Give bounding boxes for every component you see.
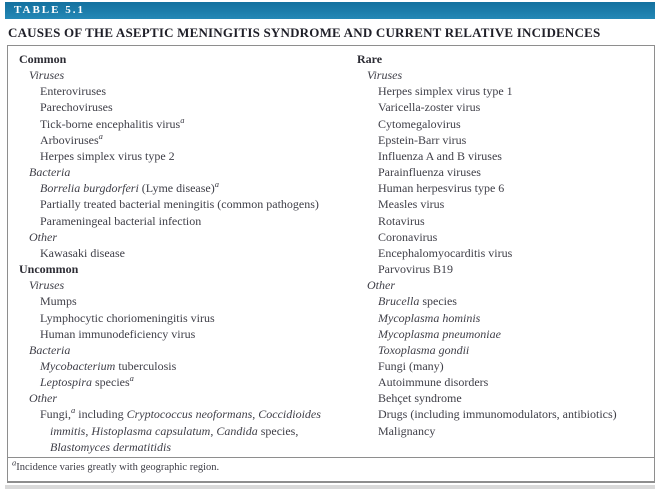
table-row: Bacteria (29, 342, 71, 357)
table-row: Enteroviruses (40, 84, 106, 99)
table-box (7, 45, 655, 483)
page-bottom-shadow (5, 485, 655, 489)
table-row: Mycoplasma pneumoniae (378, 326, 501, 341)
table-number-bar (5, 2, 655, 19)
table-body (8, 46, 654, 457)
table-row: Measles virus (378, 197, 445, 212)
table-row: Fungi,$^a$ including Cryptococcus neoformans, Coccidioides immitis, Histoplasma capsulatum, Candida species, Blastomyces dermatitidis (40, 405, 321, 454)
table-row: Coronavirus (378, 229, 438, 244)
table-row: Brucella species (378, 294, 457, 309)
table-row: Bacteria (29, 165, 71, 180)
table-row: Uncommon (19, 262, 79, 277)
table-row: Encephalomyocarditis virus (378, 245, 513, 260)
table-row: Lymphocytic choriomeningitis virus (40, 310, 215, 325)
footnote-marker: a (12, 457, 17, 468)
table-row: Toxoplasma gondii (378, 342, 470, 357)
table-row: Human immunodeficiency virus (40, 326, 196, 341)
table-row: Epstein-Barr virus (378, 132, 467, 147)
table-row: Viruses (29, 278, 65, 293)
table-row: Human herpesvirus type 6 (378, 181, 505, 196)
table-title: CAUSES OF THE ASEPTIC MENINGITIS SYNDROME AND CURRENT RELATIVE INCIDENCES (8, 25, 601, 40)
footnote-text: Incidence varies greatly with geographic region. (16, 462, 220, 473)
table-row: Fungi (many) (378, 358, 444, 373)
table-row: Kawasaki disease (40, 245, 125, 260)
table-row: Rare (357, 52, 383, 66)
table-number-label: TABLE 5.1 (14, 4, 85, 16)
table-row: Drugs (including immunomodulators, antibiotics) (378, 407, 617, 422)
table-row: Herpes simplex virus type 2 (40, 148, 175, 163)
column-common-uncommon (16, 51, 354, 457)
table-row: Viruses (367, 68, 403, 83)
table-row: Parechoviruses (40, 100, 113, 115)
column-rare (354, 51, 650, 457)
table-row: Varicella-zoster virus (378, 100, 481, 115)
table-row: Behçet syndrome (378, 391, 462, 406)
table-row: Influenza A and B viruses (378, 148, 502, 163)
table-row: Other (367, 278, 395, 293)
table-row: Mumps (40, 294, 77, 309)
table-row: Herpes simplex virus type 1 (378, 84, 513, 99)
table-row: Parvovirus B19 (378, 262, 453, 277)
table-row: Common (19, 52, 67, 66)
table-row: Malignancy (378, 423, 436, 438)
table-row: Parameningeal bacterial infection (40, 213, 202, 228)
table-row: Autoimmune disorders (378, 375, 489, 390)
table-row: Other (29, 229, 57, 244)
footnote (8, 457, 654, 481)
table-row: Cytomegalovirus (378, 116, 461, 131)
table-row: Rotavirus (378, 213, 425, 228)
table-row: Mycoplasma hominis (378, 310, 481, 325)
table-row: Parainfluenza viruses (378, 165, 481, 180)
table-row: Other (29, 391, 57, 406)
table-row: Partially treated bacterial meningitis (common pathogens) (40, 197, 319, 212)
table-row: Borrelia burgdorferi (Lyme disease)$^a$ (40, 179, 220, 196)
table-row: Viruses (29, 68, 65, 83)
table-row: Arboviruses$^a$ (40, 130, 103, 147)
table-row: Mycobacterium tuberculosis (40, 358, 177, 373)
table-row: Leptospira species$^a$ (40, 373, 134, 390)
table-row: Tick-borne encephalitis virus$^a$ (40, 114, 185, 131)
